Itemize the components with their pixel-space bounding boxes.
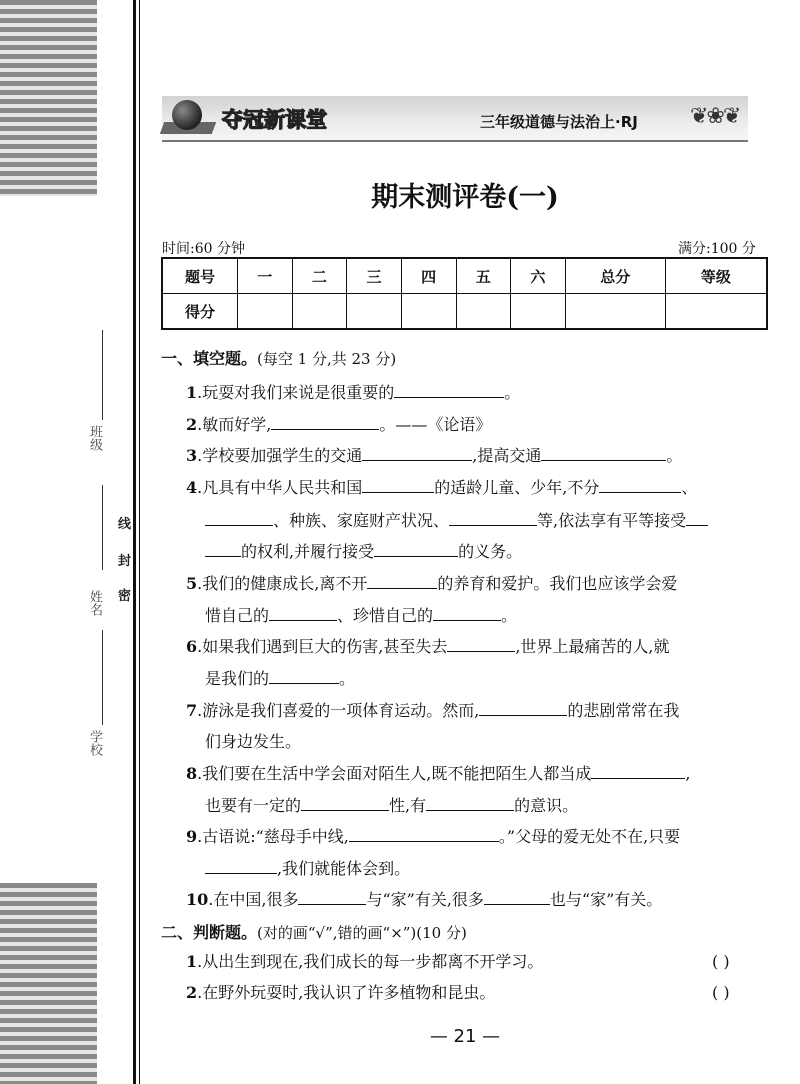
q-text: 的权利,并履行接受 [241,542,375,561]
question-8-line-2 [0,796,800,816]
q-text: .学校要加强学生的交通 [197,446,363,465]
question-9-line-2 [0,859,800,879]
question-4-line-2 [0,511,800,531]
answer-blank[interactable] [447,637,515,652]
score-cell: 等级 [665,258,767,294]
question-9 [0,827,800,847]
q-text: 、 [681,478,698,497]
score-cell: 题号 [162,258,238,294]
question-7 [0,701,800,721]
q-text: .我们要在生活中学会面对陌生人,既不能把陌生人都当成 [197,764,592,783]
answer-blank[interactable] [541,446,666,461]
q-text: 也要有一定的 [205,796,302,815]
gutter-stripes-top [0,0,97,196]
exam-title: 期末测评卷(一) [371,182,559,213]
answer-blank[interactable] [269,669,339,684]
q-text: 。 [666,446,683,465]
q-text: 们身边发生。 [205,732,302,751]
q-text: 。 [501,606,518,625]
q-text: 。——《论语》 [379,415,492,434]
q-text: , [685,764,691,783]
q-text: ,提高交通 [472,446,542,465]
q-text: .如果我们遇到巨大的伤害,甚至失去 [197,637,448,656]
answer-blank[interactable] [271,415,379,430]
answer-blank[interactable] [205,859,277,874]
q-number: 1 [186,383,198,402]
q-text: 是我们的 [205,669,270,688]
q-number: 9 [186,827,198,846]
score-blank-cell[interactable] [565,294,665,330]
class-underline [102,330,103,420]
answer-blank[interactable] [449,511,537,526]
seal-char-2: 封 [118,550,131,569]
score-blank-cell[interactable] [665,294,767,330]
question-5 [0,574,800,594]
question-2 [0,415,800,435]
answer-blank[interactable] [591,764,685,779]
score-blank-cell[interactable] [401,294,456,330]
answer-blank[interactable] [205,511,273,526]
answer-blank[interactable] [374,542,458,557]
q-text: .从出生到现在,我们成长的每一步都离不开学习。 [197,952,544,971]
score-cell: 三 [347,258,402,294]
score-cell: 一 [238,258,293,294]
page-number: — 21 — [429,1026,501,1047]
brand-name: 夺冠新课堂 [222,108,327,132]
score-blank-cell[interactable] [511,294,566,330]
score-table-header-row [162,258,767,294]
answer-blank[interactable] [433,606,501,621]
q-text: ,世界上最痛苦的人,就 [515,637,670,656]
answer-blank[interactable] [269,606,337,621]
judge-2 [0,983,800,1003]
q-number: 6 [186,637,198,656]
answer-blank[interactable] [367,574,437,589]
q-text: 惜自己的 [205,606,270,625]
q-text: 也与“家”有关。 [549,890,663,909]
q-number: 7 [186,701,198,720]
section-2-title: 二、判断题。 [161,923,258,942]
score-table-score-row [162,294,767,330]
question-3 [0,446,800,466]
class-label: 班级 [87,425,102,451]
name-label: 姓名 [87,590,102,616]
header-band [162,96,748,142]
q-text: .在中国,很多 [208,890,299,909]
answer-blank[interactable] [301,796,389,811]
judge-1 [0,952,800,972]
q-text: 的悲剧常常在我 [567,701,680,720]
answer-blank[interactable] [479,701,567,716]
q-number: 3 [186,446,198,465]
q-text: ,我们就能体会到。 [277,859,411,878]
q-number: 1 [186,952,198,971]
answer-blank[interactable] [686,511,708,526]
score-blank-cell[interactable] [292,294,347,330]
section-1-heading [161,346,396,369]
time-limit: 时间:60 分钟 [162,241,245,257]
answer-parentheses[interactable]: ( ) [712,983,730,1002]
section-1-note: (每空 1 分,共 23 分) [257,350,397,368]
full-score: 满分:100 分 [678,241,756,257]
score-cell: 六 [511,258,566,294]
q-text: 等,依法享有平等接受 [537,511,687,530]
answer-blank[interactable] [394,383,504,398]
butterfly-decoration-icon: ❦❀❦ [690,104,740,129]
q-text: 。”父母的爱无处不在,只要 [498,827,681,846]
q-number: 4 [186,478,198,497]
question-8 [0,764,800,784]
answer-blank[interactable] [205,542,241,557]
q-text: .玩耍对我们来说是很重要的 [197,383,395,402]
q-text: 、种族、家庭财产状况、 [273,511,450,530]
grade-subject: 三年级道德与法治上·RJ [480,113,638,131]
seal-char-3: 密 [118,585,131,604]
q-text: 与“家”有关,很多 [366,890,484,909]
score-cell: 五 [456,258,511,294]
q-text: 。 [504,383,521,402]
score-cell: 二 [292,258,347,294]
score-blank-cell[interactable] [347,294,402,330]
q-text: 的义务。 [458,542,523,561]
q-text: 、珍惜自己的 [337,606,434,625]
answer-blank[interactable] [599,478,681,493]
question-6-line-2 [0,669,800,689]
q-text: .我们的健康成长,离不开 [197,574,368,593]
score-cell: 四 [401,258,456,294]
answer-blank[interactable] [362,446,472,461]
q-text: 性,有 [389,796,427,815]
q-number: 5 [186,574,198,593]
question-6 [0,637,800,657]
question-5-line-2 [0,606,800,626]
question-4-line-3 [0,542,800,562]
section-1-title: 一、填空题。 [161,349,258,368]
q-text: 的养育和爱护。我们也应该学会爱 [437,574,678,593]
q-number: 10 [186,890,209,909]
score-row-label: 得分 [162,294,238,330]
answer-blank[interactable] [484,890,550,905]
q-text: .游泳是我们喜爱的一项体育运动。然而, [197,701,480,720]
apple-logo-icon [172,100,202,130]
question-1 [0,383,800,403]
answer-parentheses[interactable]: ( ) [712,952,730,971]
score-blank-cell[interactable] [456,294,511,330]
score-table [161,257,768,330]
q-number: 2 [186,415,198,434]
score-cell: 总分 [565,258,665,294]
q-text: 的意识。 [514,796,579,815]
q-text: .敏而好学, [197,415,272,434]
q-number: 8 [186,764,198,783]
q-text: .古语说:“慈母手中线, [197,827,349,846]
answer-blank[interactable] [349,827,499,842]
question-4 [0,478,800,498]
q-text: .在野外玩耍时,我认识了许多植物和昆虫。 [197,983,496,1002]
q-number: 2 [186,983,198,1002]
q-text: 。 [339,669,356,688]
question-7-line-2 [0,732,800,752]
score-blank-cell[interactable] [238,294,293,330]
question-10 [0,890,800,910]
answer-blank[interactable] [362,478,434,493]
q-text: 的适龄儿童、少年,不分 [434,478,600,497]
section-2-note: (对的画“√”,错的画“×”)(10 分) [257,924,467,942]
section-2-heading [161,920,467,943]
school-label: 学校 [87,730,102,756]
seal-char-1: 线 [118,513,131,532]
q-text: .凡具有中华人民共和国 [197,478,363,497]
answer-blank[interactable] [298,890,366,905]
answer-blank[interactable] [426,796,514,811]
